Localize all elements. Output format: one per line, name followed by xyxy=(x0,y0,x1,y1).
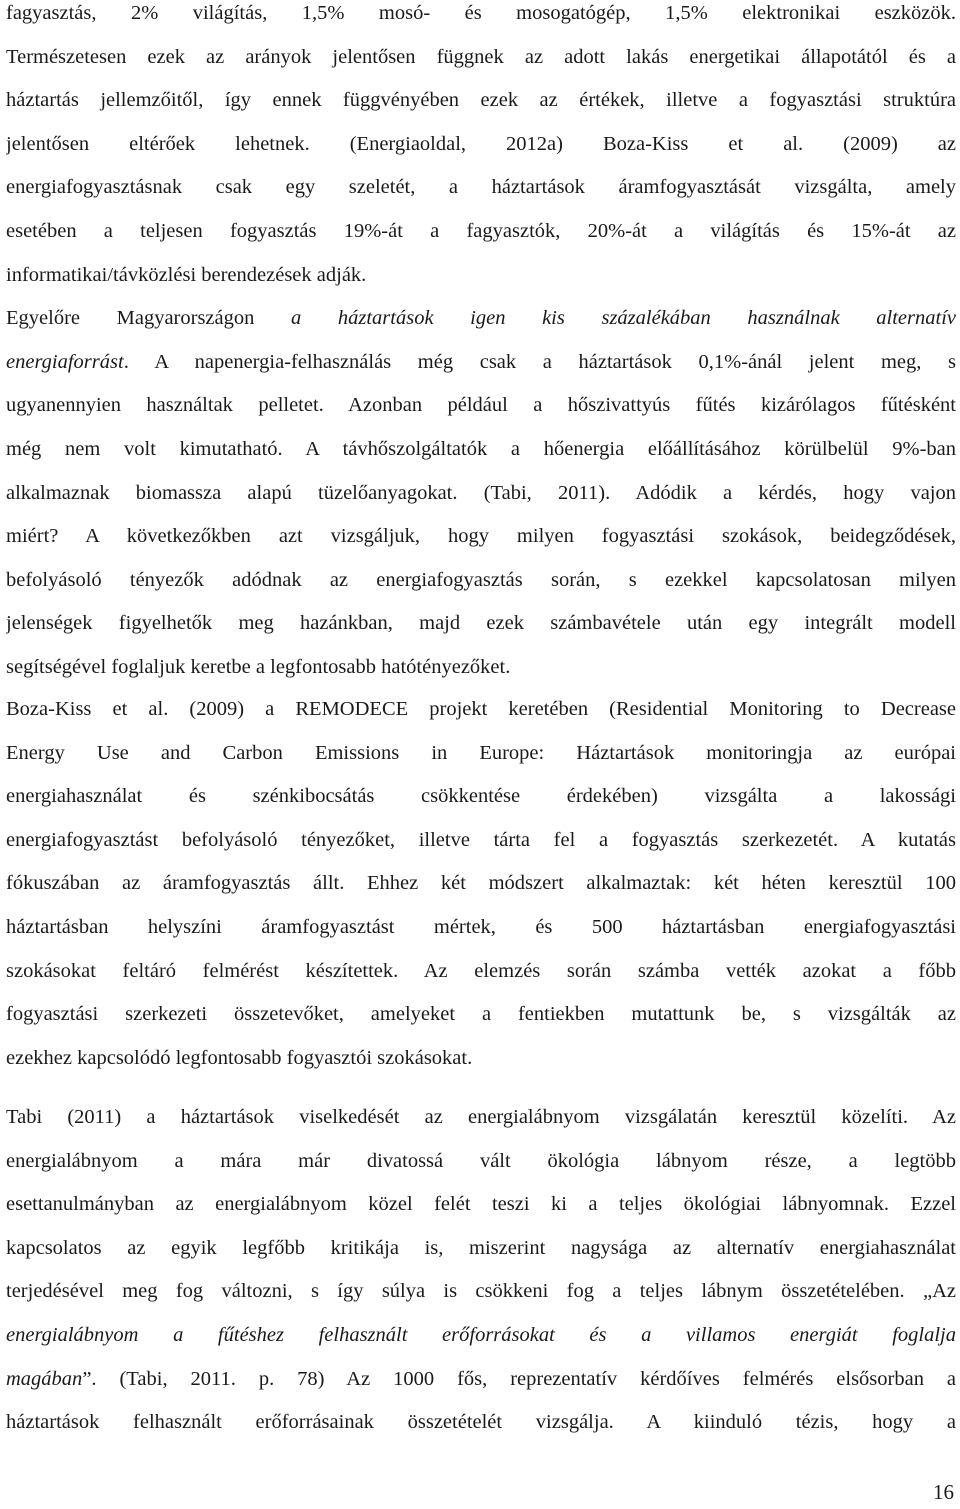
text-line: jelentősen eltérőek lehetnek. (Energiaoldal, 2012a) Boza-Kiss et al. (2009) az xyxy=(6,132,956,155)
text-line: kapcsolatos az egyik legfőbb kritikája is, miszerint nagysága az alternatív energiahasználat xyxy=(6,1236,956,1259)
text-run: . A napenergia-felhasználás még csak a háztartások 0,1%-ánál jelent meg, s xyxy=(123,350,956,373)
text-line: háztartásban helyszíni áramfogyasztást mértek, és 500 háztartásban energiafogyasztási xyxy=(6,915,956,938)
text-line-italic xyxy=(6,1314,956,1358)
italic-text-run: a háztartások igen kis százalékában használnak alternatív xyxy=(291,307,956,330)
text-line: energiahasználat és szénkibocsátás csökkentése érdekében) vizsgálta a lakossági xyxy=(6,785,956,808)
paragraph-energy-footprint xyxy=(6,1096,956,1445)
text-line-mixed xyxy=(6,297,956,341)
text-line: Tabi (2011) a háztartások viselkedését az energialábnyom vizsgálatán keresztül közelíti. Az xyxy=(6,1106,956,1128)
text-line: miért? A következőkben azt vizsgáljuk, hogy milyen fogyasztási szokások, beidegződések, xyxy=(6,525,956,548)
italic-text-run: energialábnyom a fűtéshez felhasznált erőforrásokat és a villamos energiát foglalja xyxy=(6,1323,956,1346)
text-line: fogyasztási szerkezeti összetevőket, amelyeket a fentiekben mutattunk be, s vizsgálták az xyxy=(6,1003,956,1026)
text-line: energialábnyom a mára már divatossá vált ökológia lábnyom része, a legtöbb xyxy=(6,1149,956,1172)
page-number: 16 xyxy=(933,1480,954,1504)
text-line: befolyásoló tényezők adódnak az energiafogyasztás során, s ezekkel kapcsolatosan milyen xyxy=(6,568,956,591)
text-line: Energy Use and Carbon Emissions in Europe: Háztartások monitoringja az európai xyxy=(6,741,956,764)
text-line: segítségével foglaljuk keretbe a legfontosabb hatótényezőket. xyxy=(6,655,511,678)
paragraph-remodece-project xyxy=(6,688,956,1080)
text-line: informatikai/távközlési berendezések adják. xyxy=(6,263,367,286)
text-line: esetében a teljesen fogyasztás 19%-át a fagyasztók, 20%-át a világítás és 15%-át az xyxy=(6,219,956,242)
text-line: ezekhez kapcsolódó legfontosabb fogyasztói szokásokat. xyxy=(6,1046,473,1069)
text-line: energiafogyasztásnak csak egy szeletét, a háztartások áramfogyasztását vizsgálta, amely xyxy=(6,176,956,199)
text-line: fagyasztás, 2% világítás, 1,5% mosó- és mosogatógép, 1,5% elektronikai eszközök. xyxy=(6,2,956,24)
text-line: szokásokat feltáró felmérést készítettek. Az elemzés során számba vették azokat a főbb xyxy=(6,959,956,982)
text-line: még nem volt kimutatható. A távhőszolgáltatók a hőenergia előállításához körülbelül 9%-ban xyxy=(6,437,956,460)
text-line: fókuszában az áramfogyasztás állt. Ehhez két módszert alkalmaztak: két héten keresztül 100 xyxy=(6,872,956,895)
text-line: Természetesen ezek az arányok jelentősen függnek az adott lakás energetikai állapotától és a xyxy=(6,45,956,68)
text-run: ”. (Tabi, 2011. p. 78) Az 1000 fős, reprezentatív kérdőíves felmérés elsősorban a xyxy=(82,1367,956,1390)
text-line: jelenségek figyelhetők meg hazánkban, majd ezek számbavétele után egy integrált modell xyxy=(6,612,956,635)
text-line: alkalmaznak biomassza alapú tüzelőanyagokat. (Tabi, 2011). Adódik a kérdés, hogy vajon xyxy=(6,481,956,504)
text-run: Egyelőre Magyarországon xyxy=(6,307,291,330)
text-line-mixed xyxy=(6,341,956,385)
text-line-mixed xyxy=(6,1358,956,1402)
text-line: esettanulmányban az energialábnyom közel felét teszi ki a teljes ökológiai lábnyomnak. Ezzel xyxy=(6,1193,956,1216)
italic-text-run: energiaforrást xyxy=(6,350,124,373)
text-line: terjedésével meg fog változni, s így súlya is csökkeni fog a teljes lábnym összetételében. „Az xyxy=(6,1280,956,1303)
text-line: energiafogyasztást befolyásoló tényezőket, illetve tárta fel a fogyasztás szerkezetét. A kutatás xyxy=(6,828,956,851)
text-line: ugyanennyien használtak pelletet. Azonban például a hőszivattyús fűtés kizárólagos fűtésként xyxy=(6,394,956,417)
italic-text-run: magában xyxy=(6,1367,83,1390)
text-line: háztartások felhasznált erőforrásainak összetételét vizsgálja. A kiinduló tézis, hogy a xyxy=(6,1411,956,1434)
text-line: háztartás jellemzőitől, így ennek függvényében ezek az értékek, illetve a fogyasztási struktúra xyxy=(6,89,956,112)
paragraph-consumption-structure xyxy=(6,0,956,690)
text-line: Boza-Kiss et al. (2009) a REMODECE projekt keretében (Residential Monitoring to Decrease xyxy=(6,698,956,720)
